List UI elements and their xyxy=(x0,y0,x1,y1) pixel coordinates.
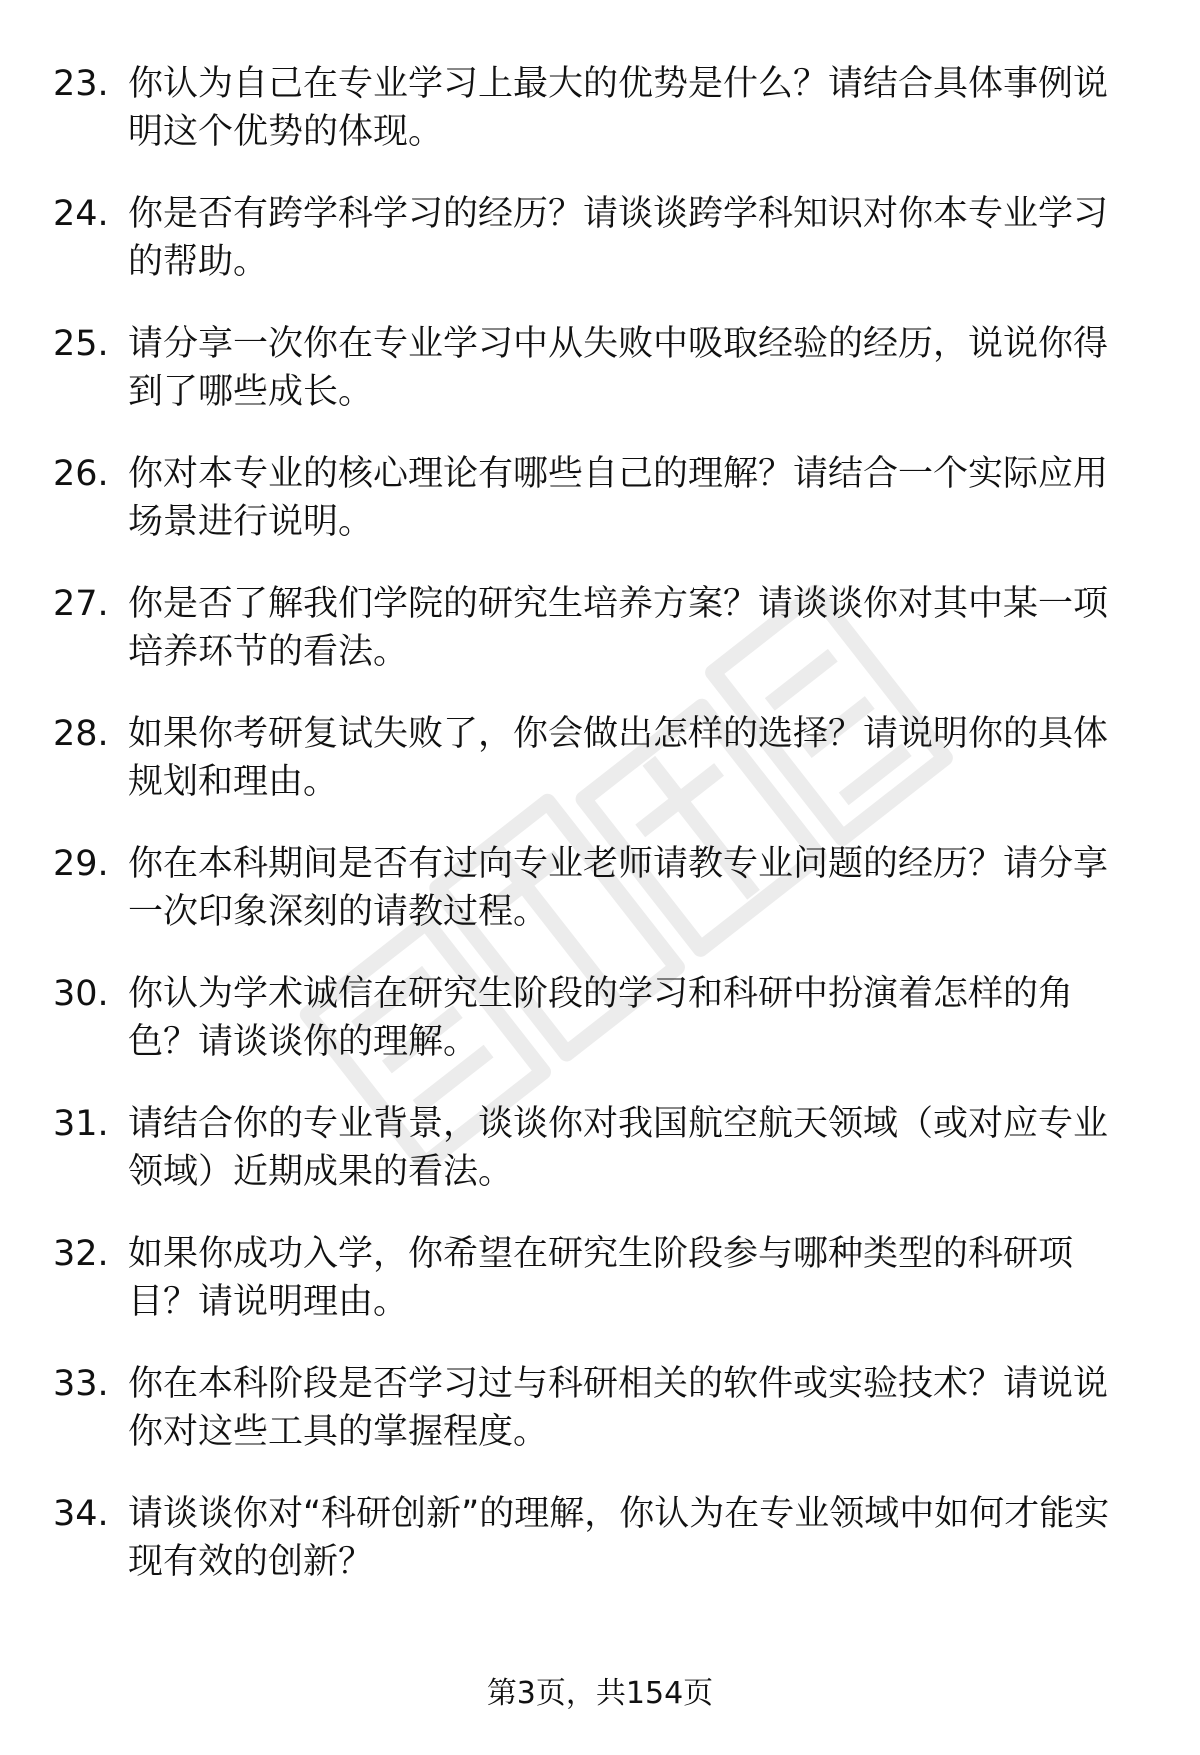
question-text: 请结合你的专业背景，谈谈你对我国航空航天领域（或对应专业领域）近期成果的看法。 xyxy=(128,1104,1109,1192)
question-text: 你是否了解我们学院的研究生培养方案？请谈谈你对其中某一项培养环节的看法。 xyxy=(128,584,1109,672)
question-number: 29. xyxy=(53,844,109,884)
list-item xyxy=(0,1230,1200,1360)
question-text: 如果你考研复试失败了，你会做出怎样的选择？请说明你的具体规划和理由。 xyxy=(128,714,1109,802)
list-item xyxy=(0,60,1200,190)
list-item xyxy=(0,450,1200,580)
question-text: 如果你成功入学，你希望在研究生阶段参与哪种类型的科研项目？请说明理由。 xyxy=(128,1234,1074,1322)
question-number: 24. xyxy=(53,194,109,234)
list-item xyxy=(0,1490,1200,1620)
list-item xyxy=(0,320,1200,450)
list-item xyxy=(0,840,1200,970)
list-item xyxy=(0,1360,1200,1490)
question-number: 27. xyxy=(53,584,109,624)
question-number: 34. xyxy=(53,1494,109,1534)
question-number: 26. xyxy=(53,454,109,494)
question-text: 你是否有跨学科学习的经历？请谈谈跨学科知识对你本专业学习的帮助。 xyxy=(128,194,1109,282)
list-item xyxy=(0,580,1200,710)
question-number: 31. xyxy=(53,1104,109,1144)
page-number-footer: 第3页，共154页 xyxy=(486,1676,714,1711)
question-number: 25. xyxy=(53,324,109,364)
question-number: 30. xyxy=(53,974,109,1014)
question-number: 33. xyxy=(53,1364,109,1404)
list-item xyxy=(0,1100,1200,1230)
question-text: 你在本科期间是否有过向专业老师请教专业问题的经历？请分享一次印象深刻的请教过程。 xyxy=(128,844,1109,932)
question-number: 28. xyxy=(53,714,109,754)
question-text: 你认为自己在专业学习上最大的优势是什么？请结合具体事例说明这个优势的体现。 xyxy=(128,64,1109,152)
question-number: 32. xyxy=(53,1234,109,1274)
list-item xyxy=(0,970,1200,1100)
list-item xyxy=(0,710,1200,840)
question-text: 你在本科阶段是否学习过与科研相关的软件或实验技术？请说说你对这些工具的掌握程度。 xyxy=(128,1364,1109,1452)
question-text: 你对本专业的核心理论有哪些自己的理解？请结合一个实际应用场景进行说明。 xyxy=(128,454,1109,542)
question-text: 请谈谈你对“科研创新”的理解，你认为在专业领域中如何才能实现有效的创新？ xyxy=(128,1494,1110,1582)
question-text: 你认为学术诚信在研究生阶段的学习和科研中扮演着怎样的角色？请谈谈你的理解。 xyxy=(128,974,1074,1062)
question-list xyxy=(0,60,1200,1620)
list-item xyxy=(0,190,1200,320)
question-number: 23. xyxy=(53,64,109,104)
question-text: 请分享一次你在专业学习中从失败中吸取经验的经历，说说你得到了哪些成长。 xyxy=(128,324,1109,412)
